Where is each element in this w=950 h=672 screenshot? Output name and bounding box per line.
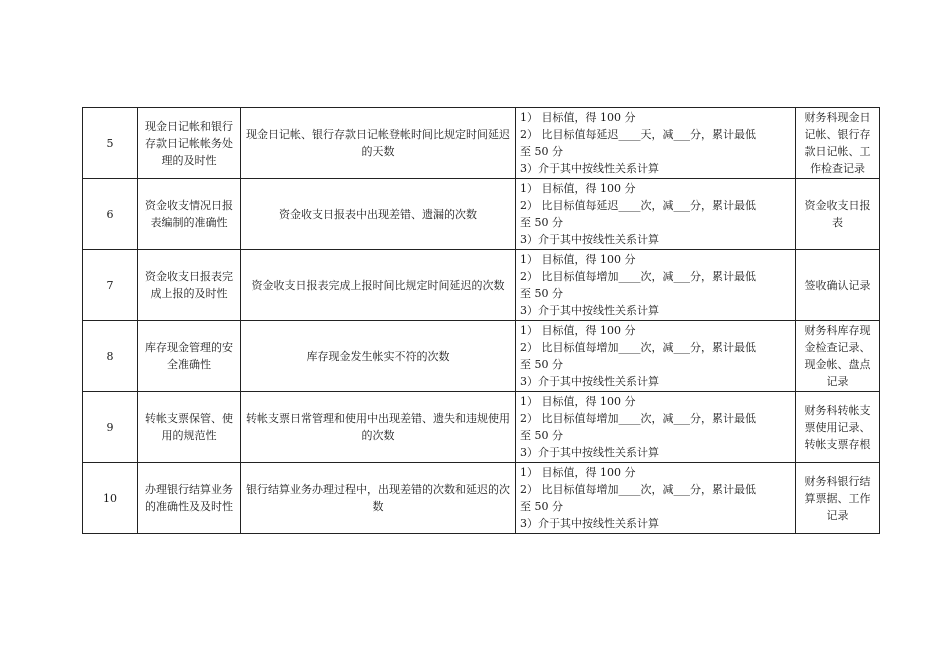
indicator-name: 库存现金管理的安全准确性 [138, 321, 241, 392]
indicator-name: 现金日记帐和银行存款日记帐帐务处理的及时性 [138, 108, 241, 179]
indicator-definition: 资金收支日报表完成上报时间比规定时间延迟的次数 [241, 250, 516, 321]
rule-line-2: 2） 比目标值每延迟____次，减___分，累计最低 [520, 199, 756, 212]
row-number: 9 [83, 392, 138, 463]
indicator-definition: 库存现金发生帐实不符的次数 [241, 321, 516, 392]
rule-line-2: 2） 比目标值每增加____次，减___分，累计最低 [520, 412, 756, 425]
indicator-definition: 转帐支票日常管理和使用中出现差错、遗失和违规使用的次数 [241, 392, 516, 463]
row-number: 8 [83, 321, 138, 392]
scoring-rule [516, 321, 796, 392]
rule-line-2: 2） 比目标值每增加____次，减___分，累计最低 [520, 483, 756, 496]
data-source: 财务科转帐支票使用记录、转帐支票存根 [796, 392, 880, 463]
rule-line-2: 2） 比目标值每增加____次，减___分，累计最低 [520, 341, 756, 354]
rule-line-2: 2） 比目标值每增加____次，减___分，累计最低 [520, 270, 756, 283]
rule-line-1: 1） 目标值，得 100 分 [520, 253, 636, 266]
rule-line-3: 3）介于其中按线性关系计算 [520, 304, 659, 317]
rule-line-1: 1） 目标值，得 100 分 [520, 324, 636, 337]
rule-line-2: 2） 比目标值每延迟____天，减___分，累计最低 [520, 128, 756, 141]
data-source: 财务科库存现金检查记录、现金帐、盘点记录 [796, 321, 880, 392]
rule-line-3: 3）介于其中按线性关系计算 [520, 233, 659, 246]
data-source: 财务科现金日记帐、银行存款日记帐、工作检查记录 [796, 108, 880, 179]
indicator-definition: 现金日记帐、银行存款日记帐登帐时间比规定时间延迟的天数 [241, 108, 516, 179]
data-source: 财务科银行结算票据、工作记录 [796, 463, 880, 534]
table-row [83, 250, 880, 321]
table-row [83, 179, 880, 250]
rule-line-3: 3）介于其中按线性关系计算 [520, 375, 659, 388]
scoring-rule [516, 463, 796, 534]
indicator-definition: 资金收支日报表中出现差错、遗漏的次数 [241, 179, 516, 250]
rule-line-2-cont: 至 50 分 [520, 216, 563, 229]
rule-line-2-cont: 至 50 分 [520, 500, 563, 513]
scoring-rule [516, 108, 796, 179]
table-row [83, 463, 880, 534]
rule-line-1: 1） 目标值，得 100 分 [520, 395, 636, 408]
table-row [83, 392, 880, 463]
kpi-table [82, 107, 880, 534]
row-number: 5 [83, 108, 138, 179]
row-number: 6 [83, 179, 138, 250]
table-row [83, 108, 880, 179]
indicator-name: 资金收支情况日报表编制的准确性 [138, 179, 241, 250]
data-source: 签收确认记录 [796, 250, 880, 321]
scoring-rule [516, 392, 796, 463]
scoring-rule [516, 179, 796, 250]
row-number: 10 [83, 463, 138, 534]
rule-line-2-cont: 至 50 分 [520, 287, 563, 300]
indicator-name: 办理银行结算业务的准确性及及时性 [138, 463, 241, 534]
rule-line-2-cont: 至 50 分 [520, 145, 563, 158]
rule-line-3: 3）介于其中按线性关系计算 [520, 162, 659, 175]
rule-line-2-cont: 至 50 分 [520, 358, 563, 371]
indicator-definition: 银行结算业务办理过程中，出现差错的次数和延迟的次数 [241, 463, 516, 534]
rule-line-3: 3）介于其中按线性关系计算 [520, 517, 659, 530]
table-row [83, 321, 880, 392]
rule-line-1: 1） 目标值，得 100 分 [520, 466, 636, 479]
data-source: 资金收支日报表 [796, 179, 880, 250]
row-number: 7 [83, 250, 138, 321]
rule-line-1: 1） 目标值，得 100 分 [520, 111, 636, 124]
indicator-name: 转帐支票保管、使用的规范性 [138, 392, 241, 463]
indicator-name: 资金收支日报表完成上报的及时性 [138, 250, 241, 321]
scoring-rule [516, 250, 796, 321]
rule-line-2-cont: 至 50 分 [520, 429, 563, 442]
rule-line-1: 1） 目标值，得 100 分 [520, 182, 636, 195]
rule-line-3: 3）介于其中按线性关系计算 [520, 446, 659, 459]
